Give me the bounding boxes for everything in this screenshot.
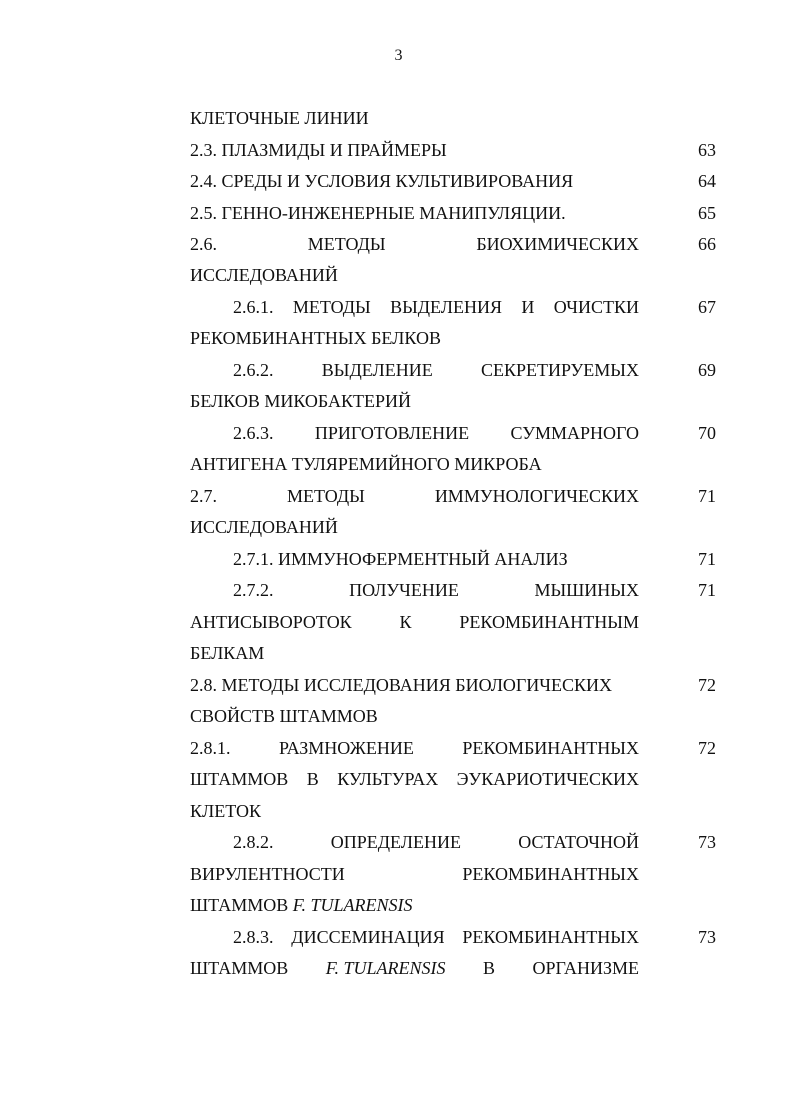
toc-word: 2.6.1. [233,297,274,317]
toc-word: МЕТОДЫ [286,486,365,506]
toc-page-2-6-2: 69 [698,360,716,380]
toc-word: ЭУКАРИОТИЧЕСКИХ [456,769,639,789]
toc-entry-2-7 [190,483,639,509]
toc-word: РЕКОМБИНАНТНЫХ [462,864,639,884]
toc-entry-2-7-2-cont [190,609,639,635]
toc-entry-2-8: 2.8. МЕТОДЫ ИССЛЕДОВАНИЯ БИОЛОГИЧЕСКИХ [190,675,613,695]
toc-page-2-8-3: 73 [698,927,716,947]
toc-word: ОРГАНИЗМЕ [532,958,639,978]
toc-entry-2-8-2 [233,829,639,855]
toc-word: МЕТОДЫ [307,234,386,254]
toc-page-2-4: 64 [698,171,716,191]
toc-page-2-6-1: 67 [698,297,716,317]
toc-word: 2.8.3. [233,927,274,947]
toc-word: ДИССЕМИНАЦИЯ [291,927,445,947]
toc-word: РЕКОМБИНАНТНЫМ [459,612,639,632]
toc-word: 2.6.3. [233,423,274,443]
toc-page-2-8: 72 [698,675,716,695]
species-name: F. TULARENSIS [325,958,446,978]
toc-page-2-8-2: 73 [698,832,716,852]
toc-word: ВЫДЕЛЕНИЕ [321,360,433,380]
toc-word: ШТАММОВ [190,769,289,789]
toc-word: БИОХИМИЧЕСКИХ [476,234,639,254]
toc-word: ПРИГОТОВЛЕНИЕ [314,423,470,443]
toc-entry-2-6 [190,231,639,257]
toc-word: МЫШИНЫХ [534,580,639,600]
toc-entry-2-6-1-cont: РЕКОМБИНАНТНЫХ БЕЛКОВ [190,328,441,348]
toc-entry-2-8-2-cont [190,861,639,887]
toc-word: 2.7. [190,486,217,506]
toc-entry-2-6-2 [233,357,639,383]
toc-page-2-7-2: 71 [698,580,716,600]
toc-entry-2-8-2-cont2 [190,892,639,918]
toc-word: ВИРУЛЕНТНОСТИ [190,864,345,884]
toc-word: ИММУНОЛОГИЧЕСКИХ [434,486,639,506]
toc-word: В [306,769,319,789]
toc-entry-2-6-3-cont: АНТИГЕНА ТУЛЯРЕМИЙНОГО МИКРОБА [190,454,542,474]
toc-entry-2-7-cont: ИССЛЕДОВАНИЙ [190,517,338,537]
toc-word: ПОЛУЧЕНИЕ [349,580,459,600]
toc-word: ШТАММОВ [190,895,289,915]
toc-entry-2-5: 2.5. ГЕННО-ИНЖЕНЕРНЫЕ МАНИПУЛЯЦИИ. [190,203,566,223]
toc-page-2-7-1: 71 [698,549,716,569]
toc-page-2-5: 65 [698,203,716,223]
toc-entry-2-7-2 [233,577,639,603]
toc-entry-2-4: 2.4. СРЕДЫ И УСЛОВИЯ КУЛЬТИВИРОВАНИЯ [190,171,574,191]
toc-word: 2.8.1. [190,738,231,758]
toc-word: И [521,297,535,317]
toc-word: СЕКРЕТИРУЕМЫХ [480,360,639,380]
toc-word: РАЗМНОЖЕНИЕ [278,738,414,758]
toc-word: ОПРЕДЕЛЕНИЕ [330,832,461,852]
toc-page-2-8-1: 72 [698,738,716,758]
toc-word: ШТАММОВ [190,958,289,978]
toc-entry-2-8-3 [233,924,639,950]
toc-entry-2-8-3-cont [190,955,639,981]
toc-continued-line: КЛЕТОЧНЫЕ ЛИНИИ [190,108,369,128]
toc-word: 2.7.2. [233,580,274,600]
toc-entry-2-7-2-cont2: БЕЛКАМ [190,643,265,663]
toc-word: КУЛЬТУРАХ [337,769,439,789]
species-name: F. TULARENSIS [292,895,413,915]
toc-word: 2.8.2. [233,832,274,852]
toc-word: 2.6. [190,234,217,254]
toc-word: В [482,958,495,978]
toc-page-2-6-3: 70 [698,423,716,443]
toc-entry-2-6-3 [233,420,639,446]
toc-entry-2-6-2-cont: БЕЛКОВ МИКОБАКТЕРИЙ [190,391,412,411]
toc-entry-2-6-cont: ИССЛЕДОВАНИЙ [190,265,338,285]
toc-page-2-3: 63 [698,140,716,160]
page-number: 3 [394,47,403,64]
toc-entry-2-8-1-cont [190,766,639,792]
toc-page-2-6: 66 [698,234,716,254]
toc-entry-2-8-cont: СВОЙСТВ ШТАММОВ [190,706,378,726]
toc-word: АНТИСЫВОРОТОК [190,612,352,632]
toc-word: РЕКОМБИНАНТНЫХ [462,927,639,947]
toc-entry-2-6-1 [233,294,639,320]
toc-word: К [399,612,412,632]
toc-page-2-7: 71 [698,486,716,506]
toc-word: РЕКОМБИНАНТНЫХ [462,738,639,758]
toc-word: МЕТОДЫ [292,297,371,317]
toc-entry-2-7-1: 2.7.1. ИММУНОФЕРМЕНТНЫЙ АНАЛИЗ [233,549,568,569]
toc-entry-2-3: 2.3. ПЛАЗМИДЫ И ПРАЙМЕРЫ [190,140,447,160]
toc-word: ВЫДЕЛЕНИЯ [390,297,503,317]
toc-entry-2-8-1 [190,735,639,761]
toc-word: ОЧИСТКИ [553,297,639,317]
toc-word: 2.6.2. [233,360,274,380]
toc-word: ОСТАТОЧНОЙ [518,832,639,852]
toc-entry-2-8-1-cont2: КЛЕТОК [190,801,261,821]
toc-word: СУММАРНОГО [510,423,639,443]
